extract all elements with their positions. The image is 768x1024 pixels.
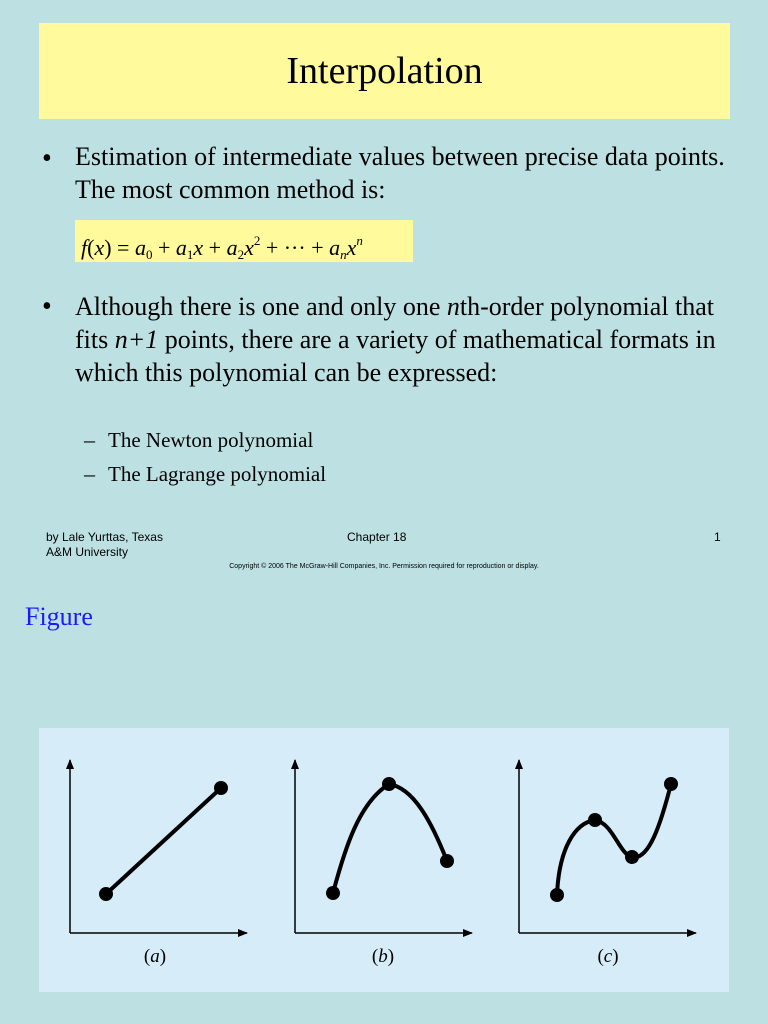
panel-c-label: (c) xyxy=(597,946,619,967)
panel-a-label: (a) xyxy=(143,946,167,967)
footer-author-line2: A&M University xyxy=(46,545,129,559)
panel-a-curve xyxy=(106,788,221,894)
panel-a-point xyxy=(214,781,228,795)
panel-c xyxy=(519,760,696,967)
panel-b-point xyxy=(440,854,454,868)
figure-label: Figure xyxy=(25,602,93,631)
panel-b-curve xyxy=(333,784,447,893)
bullet-marker-2: • xyxy=(42,291,52,322)
panel-c-point xyxy=(588,813,602,827)
footer-chapter: Chapter 18 xyxy=(347,530,407,544)
panel-b-label: (b) xyxy=(371,946,395,967)
footer-copyright: Copyright © 2006 The McGraw-Hill Companies, Inc. Permission required for reproduction or display. xyxy=(229,563,539,570)
title-box xyxy=(39,23,730,119)
dash-marker-2: – xyxy=(84,461,95,486)
polynomial-formula: $f(x) = a_0 + a_1x + a_2x^2$ + ··· + $a_nx^n$ xyxy=(81,233,363,262)
bullet-text-2: Although there is one and only one nth-order polynomial that fits n+1 points, there are a variety of mathematical formats in which this polynomial can be expressed: xyxy=(75,292,716,387)
formula-box xyxy=(75,220,413,262)
panel-c-point xyxy=(664,777,678,791)
figure-box xyxy=(39,728,729,992)
panel-c-point xyxy=(550,888,564,902)
panel-b xyxy=(295,760,472,967)
panel-b-point xyxy=(326,886,340,900)
panel-c-curve xyxy=(557,784,671,895)
panel-c-point xyxy=(625,850,639,864)
bullet-text-1: Estimation of intermediate values between precise data points. The most common method is: xyxy=(75,142,725,204)
sub-item-newton: The Newton polynomial xyxy=(108,428,314,452)
panel-b-point xyxy=(382,777,396,791)
footer-author-line1: by Lale Yurttas, Texas xyxy=(46,530,163,544)
interpolation-figure xyxy=(39,728,729,992)
footer-page-number: 1 xyxy=(714,530,721,544)
slide-title: Interpolation xyxy=(286,50,483,92)
dash-marker-1: – xyxy=(84,427,95,452)
panel-a xyxy=(70,760,247,967)
sub-item-lagrange: The Lagrange polynomial xyxy=(108,462,327,486)
panel-a-point xyxy=(99,887,113,901)
bullet-marker-1: • xyxy=(42,143,52,174)
